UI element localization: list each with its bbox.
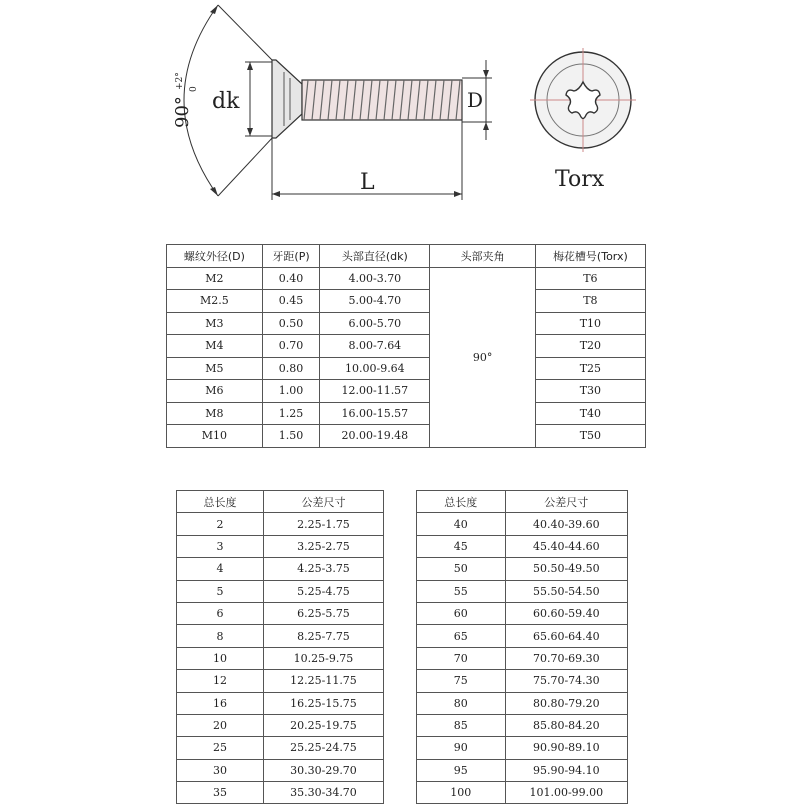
table-row [167,312,646,335]
cell-length: 30 [177,759,264,781]
cell-tolerance: 50.50-49.50 [505,558,627,580]
cell-length: 16 [177,692,264,714]
cell-tolerance: 90.90-89.10 [505,737,627,759]
header-total-length: 总长度 [417,491,506,513]
d-label: D [467,88,484,112]
header-total-length: 总长度 [177,491,264,513]
cell-length: 100 [417,782,506,804]
length-header-row [177,491,384,513]
d-arrow-bottom [483,122,489,130]
cell-tolerance: 16.25-15.75 [263,692,383,714]
cell-dk: 4.00-3.70 [320,267,430,290]
cell-tolerance: 8.25-7.75 [263,625,383,647]
cell-dk: 8.00-7.64 [320,335,430,358]
cell-length: 12 [177,670,264,692]
cell-length: 10 [177,647,264,669]
cell-length: 60 [417,602,506,624]
angle-tolerance-top: +2° [175,72,185,90]
cell-dk: 20.00-19.48 [320,425,430,448]
spec-table [166,244,646,448]
table-row [417,759,628,781]
cell-length: 95 [417,759,506,781]
table-row [417,558,628,580]
header-thread-diameter: 螺纹外径(D) [167,245,263,268]
cell-tolerance: 55.50-54.50 [505,580,627,602]
header-head-diameter: 头部直径(dk) [320,245,430,268]
cell-length: 25 [177,737,264,759]
cell-length: 50 [417,558,506,580]
cell-d: M5 [167,357,263,380]
cell-head-angle: 90° [430,267,535,447]
angle-tolerance-bottom: 0 [189,86,199,92]
table-row [177,558,384,580]
table-row [417,737,628,759]
cell-tolerance: 65.60-64.40 [505,625,627,647]
cell-dk: 12.00-11.57 [320,380,430,403]
cell-torx: T20 [535,335,645,358]
cell-tolerance: 40.40-39.60 [505,513,627,535]
arc-extension-bottom [218,136,274,196]
cell-torx: T50 [535,425,645,448]
header-tolerance: 公差尺寸 [505,491,627,513]
screw-head [272,60,302,138]
table-row [167,290,646,313]
dk-arrow-bottom [247,128,253,136]
table-row [167,402,646,425]
cell-length: 85 [417,714,506,736]
table-row [177,535,384,557]
cell-d: M10 [167,425,263,448]
arc-extension-top [218,5,274,62]
cell-tolerance: 12.25-11.75 [263,670,383,692]
table-row [177,625,384,647]
cell-dk: 5.00-4.70 [320,290,430,313]
l-label: L [360,170,375,195]
table-row [167,380,646,403]
cell-d: M6 [167,380,263,403]
table-row [417,513,628,535]
table-row [417,580,628,602]
cell-dk: 16.00-15.57 [320,402,430,425]
cell-tolerance: 35.30-34.70 [263,782,383,804]
table-row [177,513,384,535]
table-row [177,580,384,602]
cell-length: 65 [417,625,506,647]
cell-length: 40 [417,513,506,535]
cell-tolerance: 20.25-19.75 [263,714,383,736]
cell-length: 70 [417,647,506,669]
spec-header-row [167,245,646,268]
table-row [177,737,384,759]
cell-p: 0.45 [262,290,319,313]
cell-torx: T10 [535,312,645,335]
table-row [177,714,384,736]
cell-tolerance: 2.25-1.75 [263,513,383,535]
l-arrow-right [454,191,462,197]
cell-tolerance: 45.40-44.60 [505,535,627,557]
arc-arrow-bottom [210,187,218,196]
table-row [417,714,628,736]
cell-p: 1.25 [262,402,319,425]
cell-length: 5 [177,580,264,602]
torx-label: Torx [555,167,605,192]
table-row [177,759,384,781]
cell-length: 2 [177,513,264,535]
cell-tolerance: 4.25-3.75 [263,558,383,580]
table-row [417,647,628,669]
cell-d: M2 [167,267,263,290]
cell-tolerance: 101.00-99.00 [505,782,627,804]
table-row [167,425,646,448]
length-table-left [176,490,384,804]
table-row [417,625,628,647]
header-head-angle: 头部夹角 [430,245,535,268]
cell-torx: T8 [535,290,645,313]
cell-length: 35 [177,782,264,804]
table-row [177,782,384,804]
table-row [167,267,646,290]
header-torx: 梅花槽号(Torx) [535,245,645,268]
cell-p: 0.80 [262,357,319,380]
cell-dk: 10.00-9.64 [320,357,430,380]
cell-p: 0.50 [262,312,319,335]
length-table-right [416,490,628,804]
cell-d: M3 [167,312,263,335]
table-row [417,782,628,804]
cell-p: 1.00 [262,380,319,403]
cell-tolerance: 70.70-69.30 [505,647,627,669]
cell-p: 0.40 [262,267,319,290]
table-row [177,670,384,692]
table-row [417,670,628,692]
cell-length: 75 [417,670,506,692]
angle-label: 90° [172,96,193,128]
cell-tolerance: 6.25-5.75 [263,602,383,624]
d-arrow-top [483,70,489,78]
table-row [167,335,646,358]
cell-dk: 6.00-5.70 [320,312,430,335]
cell-d: M8 [167,402,263,425]
cell-tolerance: 10.25-9.75 [263,647,383,669]
cell-tolerance: 85.80-84.20 [505,714,627,736]
cell-d: M4 [167,335,263,358]
table-row [177,602,384,624]
cell-p: 0.70 [262,335,319,358]
cell-length: 80 [417,692,506,714]
cell-length: 3 [177,535,264,557]
cell-length: 90 [417,737,506,759]
arc-arrow-top [210,5,218,14]
cell-tolerance: 80.80-79.20 [505,692,627,714]
cell-torx: T25 [535,357,645,380]
table-row [417,692,628,714]
screw-drawing [0,0,800,230]
cell-tolerance: 60.60-59.40 [505,602,627,624]
cell-length: 6 [177,602,264,624]
header-pitch: 牙距(P) [262,245,319,268]
length-header-row [417,491,628,513]
cell-tolerance: 95.90-94.10 [505,759,627,781]
cell-torx: T30 [535,380,645,403]
header-tolerance: 公差尺寸 [263,491,383,513]
l-arrow-left [272,191,280,197]
table-row [177,647,384,669]
cell-length: 8 [177,625,264,647]
table-row [417,535,628,557]
cell-length: 20 [177,714,264,736]
cell-torx: T40 [535,402,645,425]
dk-arrow-top [247,62,253,70]
cell-torx: T6 [535,267,645,290]
cell-length: 55 [417,580,506,602]
cell-tolerance: 75.70-74.30 [505,670,627,692]
cell-tolerance: 5.25-4.75 [263,580,383,602]
table-row [177,692,384,714]
cell-p: 1.50 [262,425,319,448]
cell-tolerance: 25.25-24.75 [263,737,383,759]
table-row [417,602,628,624]
dk-label: dk [212,89,240,114]
cell-d: M2.5 [167,290,263,313]
cell-tolerance: 30.30-29.70 [263,759,383,781]
cell-length: 45 [417,535,506,557]
cell-tolerance: 3.25-2.75 [263,535,383,557]
screw-shank [302,80,462,120]
cell-length: 4 [177,558,264,580]
table-row [167,357,646,380]
